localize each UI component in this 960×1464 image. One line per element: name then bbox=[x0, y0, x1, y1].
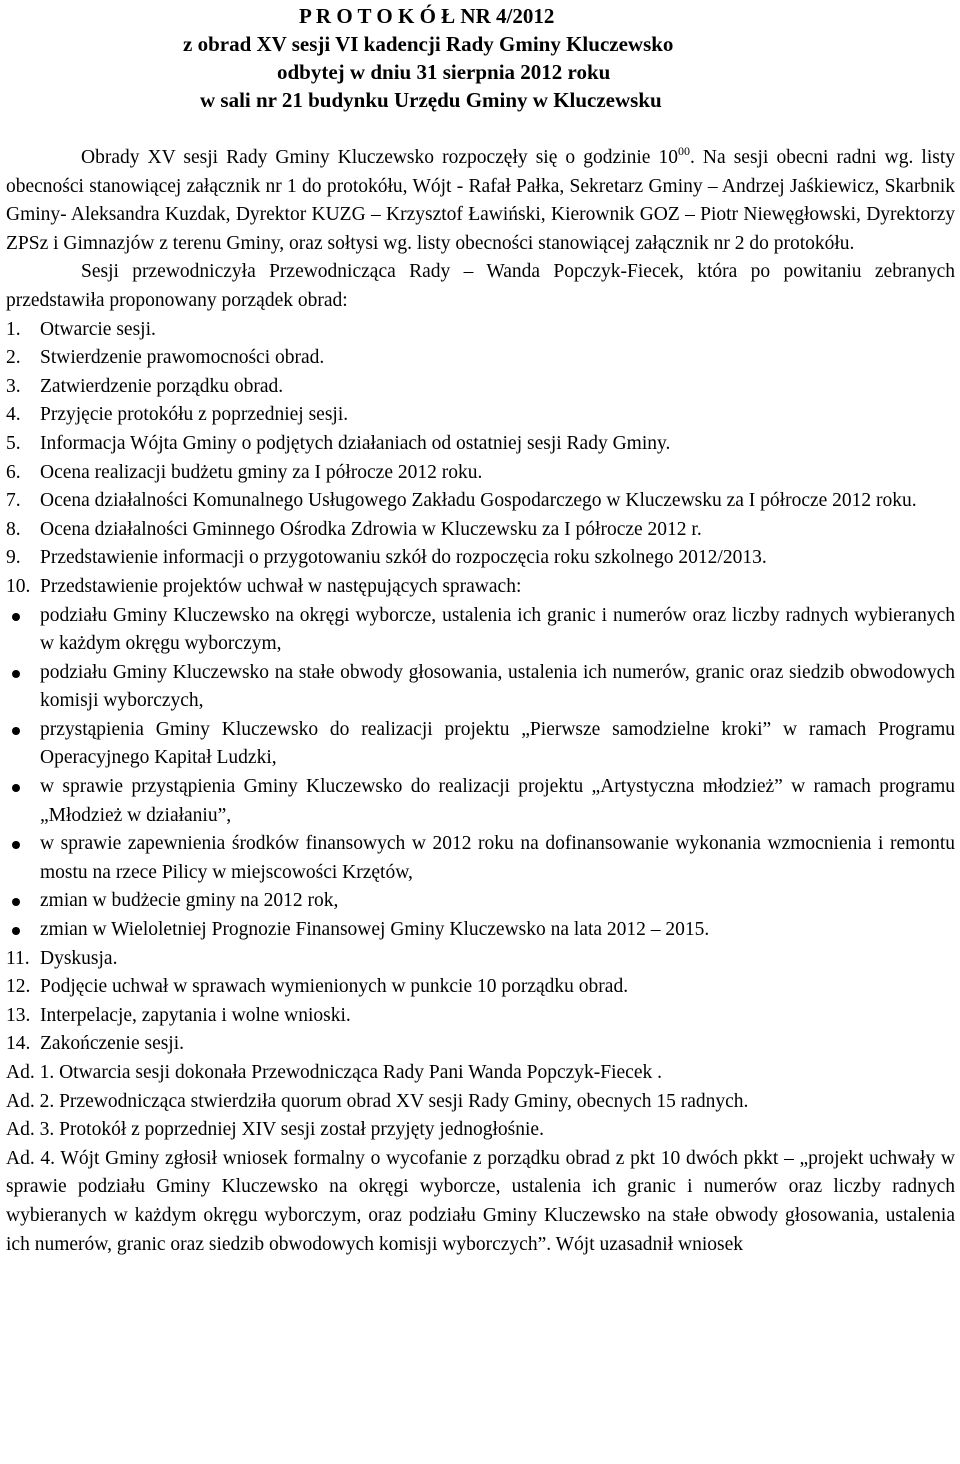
bullet-item bbox=[6, 716, 955, 773]
agenda-item-text: Interpelacje, zapytania i wolne wnioski. bbox=[40, 1004, 351, 1026]
agenda-item bbox=[6, 344, 955, 373]
intro-paragraph bbox=[6, 144, 955, 258]
agenda-item bbox=[6, 401, 955, 430]
bullet-text: w sprawie przystąpienia Gminy Kluczewsko do realizacji projektu „Artystyczna młodzież” w ramach programu „Młodzież w działaniu”, bbox=[40, 776, 955, 826]
agenda-item-number: 2. bbox=[6, 347, 21, 369]
ad-4-paragraph: Ad. 4. Wójt Gminy zgłosił wniosek formalny o wycofanie z porządku obrad z pkt 10 dwóch pkkt – „projekt uchwały w sprawie podziału Gminy Kluczewsko na okręgi wyborcze, ustalenia ich granic i numerów oraz liczby radnych wybieranych w każdym okręgu wyborczym, oraz podziału Gminy Kluczewsko na stałe obwody głosowania, ustalenia ich numerów, granic oraz siedzib obwodowych komisji wyborczych”. Wójt uzasadnił wniosek bbox=[6, 1147, 955, 1255]
bullet-icon bbox=[6, 659, 40, 716]
session-place: w sali nr 21 budynku Urzędu Gminy w Kluczewsku bbox=[200, 88, 662, 112]
intro-text-start: Obrady XV sesji Rady Gminy Kluczewsko rozpoczęły się o godzinie 10 bbox=[81, 147, 678, 168]
protocol-title: P R O T O K Ó Ł NR 4/2012 bbox=[299, 4, 555, 28]
agenda-item-text: Ocena realizacji budżetu gminy za I półrocze 2012 roku. bbox=[40, 461, 483, 483]
bullet-text: przystąpienia Gminy Kluczewsko do realizacji projektu „Pierwsze samodzielne kroki” w ramach Programu Operacyjnego Kapitał Ludzki, bbox=[40, 718, 955, 769]
bullet-icon bbox=[6, 887, 40, 916]
agenda-item bbox=[6, 516, 955, 545]
agenda-item-number: 8. bbox=[6, 518, 21, 540]
agenda-item-text: Ocena działalności Gminnego Ośrodka Zdrowia w Kluczewsku za I półrocze 2012 r. bbox=[40, 518, 702, 540]
agenda-item bbox=[6, 1002, 955, 1031]
bullet-item bbox=[6, 773, 955, 830]
agenda-item-text: Zakończenie sesji. bbox=[40, 1033, 185, 1055]
agenda-item-number: 13. bbox=[6, 1004, 31, 1026]
agenda-item bbox=[6, 430, 955, 459]
agenda-item bbox=[6, 945, 955, 974]
agenda-item-text: Podjęcie uchwał w sprawach wymienionych w punkcie 10 porządku obrad. bbox=[40, 976, 629, 998]
bullet-item bbox=[6, 830, 955, 887]
bullet-text: podziału Gminy Kluczewsko na stałe obwody głosowania, ustalenia ich numerów, granic oraz siedzib obwodowych komisji wyborczych, bbox=[40, 661, 955, 712]
agenda-item-text: Ocena działalności Komunalnego Usługowego Zakładu Gospodarczego w Kluczewsku za I półrocze 2012 roku. bbox=[40, 490, 917, 512]
agenda-item-text: Dyskusja. bbox=[40, 947, 118, 969]
agenda-item-text: Stwierdzenie prawomocności obrad. bbox=[40, 347, 325, 369]
agenda-item bbox=[6, 487, 955, 516]
agenda-item bbox=[6, 459, 955, 488]
bullet-icon bbox=[6, 830, 40, 887]
agenda-item-number: 11. bbox=[6, 947, 30, 969]
agenda-item-number: 3. bbox=[6, 375, 21, 397]
agenda-item bbox=[6, 544, 955, 573]
ad-1-paragraph: Ad. 1. Otwarcia sesji dokonała Przewodnicząca Rady Pani Wanda Popczyk-Fiecek . bbox=[6, 1062, 662, 1083]
agenda-item-number: 4. bbox=[6, 404, 21, 426]
agenda-list bbox=[6, 316, 955, 602]
bullet-text: zmian w budżecie gminy na 2012 rok, bbox=[40, 890, 339, 912]
session-title: z obrad XV sesji VI kadencji Rady Gminy Kluczewsko bbox=[183, 32, 674, 56]
bullet-icon bbox=[6, 602, 40, 659]
agenda-item bbox=[6, 316, 955, 345]
agenda-item-number: 6. bbox=[6, 461, 21, 483]
bullet-item bbox=[6, 916, 955, 945]
agenda-item-text: Przyjęcie protokółu z poprzedniej sesji. bbox=[40, 404, 349, 426]
agenda-item-number: 7. bbox=[6, 490, 21, 512]
agenda-item-text: Otwarcie sesji. bbox=[40, 318, 156, 340]
agenda-item-number: 1. bbox=[6, 318, 21, 340]
intro-text-rest: . Na sesji obecni radni wg. listy obecności stanowiącej załącznik nr 1 do protokółu, Wójt - Rafał Pałka, Sekretarz Gminy – Andrzej Jaśkiewicz, Skarbnik Gminy- Aleksandra Kuzdak, Dyrektor KUZG – Krzysztof Ławiński, Kierownik GOZ – Piotr Niewęgłowski, Dyrektorzy ZPSz i Gimnazjów z terenu Gminy, oraz sołtysi wg. listy obecności stanowiącej załącznik nr 2 do protokółu. bbox=[6, 147, 956, 254]
bullet-text: zmian w Wieloletniej Prognozie Finansowej Gminy Kluczewsko na lata 2012 – 2015. bbox=[40, 919, 710, 941]
start-time-superscript: 00 bbox=[677, 144, 690, 158]
resolution-bullet-list bbox=[6, 602, 955, 945]
bullet-item bbox=[6, 887, 955, 916]
ad-3-paragraph: Ad. 3. Protokół z poprzedniej XIV sesji został przyjęty jednogłośnie. bbox=[6, 1119, 544, 1141]
agenda-item bbox=[6, 373, 955, 402]
bullet-icon bbox=[6, 773, 40, 830]
agenda-item bbox=[6, 573, 955, 602]
agenda-item-text: Przedstawienie informacji o przygotowaniu szkół do rozpoczęcia roku szkolnego 2012/2013. bbox=[40, 547, 767, 569]
agenda-item bbox=[6, 1030, 955, 1059]
agenda-item-number: 10. bbox=[6, 575, 31, 597]
agenda-list-end bbox=[6, 945, 955, 1059]
agenda-item bbox=[6, 973, 955, 1002]
agenda-item-number: 14. bbox=[6, 1033, 31, 1055]
session-date: odbytej w dniu 31 sierpnia 2012 roku bbox=[277, 60, 611, 84]
bullet-item bbox=[6, 659, 955, 716]
protocol-body bbox=[6, 144, 955, 1259]
agenda-item-text: Zatwierdzenie porządku obrad. bbox=[40, 375, 284, 397]
bullet-text: w sprawie zapewnienia środków finansowych w 2012 roku na dofinansowanie wykonania wzmocnienia i remontu mostu na rzece Pilicy w miejscowości Krzętów, bbox=[40, 833, 955, 883]
chair-paragraph: Sesji przewodniczyła Przewodnicząca Rady – Wanda Popczyk-Fiecek, która po powitaniu zebranych przedstawiła proponowany porządek obrad: bbox=[6, 261, 955, 311]
agenda-item-number: 12. bbox=[6, 976, 31, 998]
bullet-item bbox=[6, 602, 955, 659]
ad-2-paragraph: Ad. 2. Przewodnicząca stwierdziła quorum obrad XV sesji Rady Gminy, obecnych 15 radnych. bbox=[6, 1090, 749, 1112]
agenda-item-text: Przedstawienie projektów uchwał w następujących sprawach: bbox=[40, 575, 522, 597]
agenda-item-number: 9. bbox=[6, 547, 21, 569]
agenda-item-number: 5. bbox=[6, 432, 21, 454]
bullet-icon bbox=[6, 916, 40, 945]
agenda-item-text: Informacja Wójta Gminy o podjętych działaniach od ostatniej sesji Rady Gminy. bbox=[40, 432, 671, 454]
bullet-text: podziału Gminy Kluczewsko na okręgi wyborcze, ustalenia ich granic i numerów oraz liczby radnych wybieranych w każdym okręgu wyborczym, bbox=[40, 604, 955, 655]
bullet-icon bbox=[6, 716, 40, 773]
